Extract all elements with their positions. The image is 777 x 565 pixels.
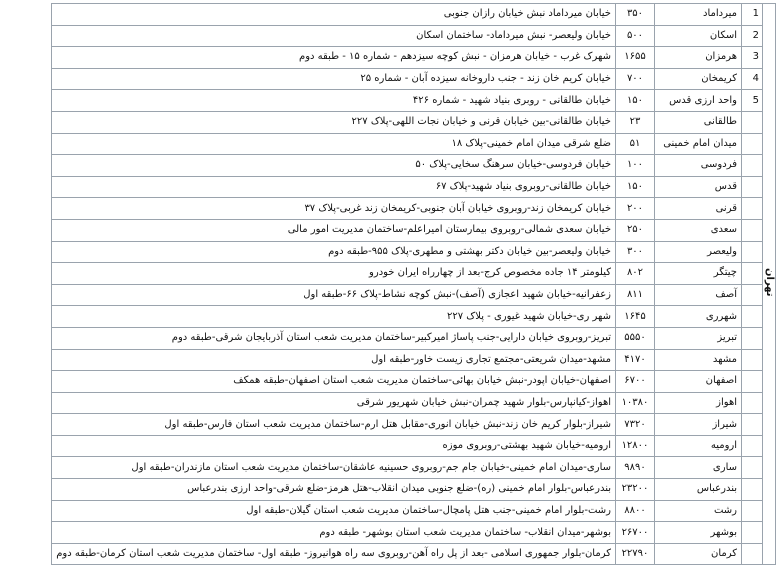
city-cell[interactable]: [763, 4, 776, 565]
address-cell[interactable]: مشهد-میدان شریعتی-مجتمع تجاری زیست خاور-طبقه اول: [52, 349, 616, 371]
branch-code-cell[interactable]: ۱۵۰: [616, 90, 655, 112]
row-number-cell[interactable]: [742, 219, 763, 241]
address-cell[interactable]: خیابان کریمخان زند-روبروی خیابان آبان جنوبی-کریمخان زند غربی-پلاک ۳۷: [52, 198, 616, 220]
branch-code-cell[interactable]: ۵۵۵۰: [616, 327, 655, 349]
branch-name-cell[interactable]: اسکان: [655, 25, 742, 47]
table-row: [52, 522, 776, 544]
branch-name-cell[interactable]: ارومیه: [655, 435, 742, 457]
branch-code-cell[interactable]: ۷۳۲۰: [616, 414, 655, 436]
row-number-cell[interactable]: [742, 306, 763, 328]
address-cell[interactable]: بندرعباس-بلوار امام خمینی (ره)-ضلع جنوبی میدان انقلاب-هتل هرمز-ضلع شرقی-واحد ارزی بندرعباس: [52, 479, 616, 501]
table-row: [52, 155, 776, 177]
row-number-cell[interactable]: 4: [742, 68, 763, 90]
branch-code-cell[interactable]: ۱۶۵۵: [616, 47, 655, 69]
branch-code-cell[interactable]: ۱۰۰: [616, 155, 655, 177]
branch-code-cell[interactable]: ۸۰۲: [616, 263, 655, 285]
row-number-cell[interactable]: [742, 133, 763, 155]
row-number-cell[interactable]: 1: [742, 4, 763, 26]
branch-name-cell[interactable]: چیتگر: [655, 263, 742, 285]
branch-code-cell[interactable]: ۲۳: [616, 111, 655, 133]
branch-code-cell[interactable]: ۱۰۳۸۰: [616, 392, 655, 414]
branch-code-cell[interactable]: ۴۱۷۰: [616, 349, 655, 371]
branch-table: [51, 3, 776, 565]
row-number-cell[interactable]: [742, 327, 763, 349]
branch-code-cell[interactable]: ۵۰۰: [616, 25, 655, 47]
table-row: [52, 47, 776, 69]
row-number-cell[interactable]: [742, 371, 763, 393]
table-row: [52, 176, 776, 198]
table-row: [52, 4, 776, 26]
address-cell[interactable]: خیابان فردوسی-خیابان سرهنگ سخایی-پلاک ۵۰: [52, 155, 616, 177]
table-row: [52, 414, 776, 436]
table-row: [52, 263, 776, 285]
row-number-cell[interactable]: 3: [742, 47, 763, 69]
table-row: [52, 241, 776, 263]
branch-code-cell[interactable]: ۸۸۰۰: [616, 500, 655, 522]
branch-name-cell[interactable]: قرنی: [655, 198, 742, 220]
address-cell[interactable]: بوشهر-میدان انقلاب- ساختمان مدیریت شعب استان بوشهر- طبقه دوم: [52, 522, 616, 544]
table-row: [52, 327, 776, 349]
branch-name-cell[interactable]: کرمان: [655, 543, 742, 565]
address-cell[interactable]: خیابان میرداماد نبش خیابان رازان جنوبی: [52, 4, 616, 26]
row-number-cell[interactable]: [742, 263, 763, 285]
row-number-cell[interactable]: [742, 435, 763, 457]
table-row: [52, 68, 776, 90]
branch-code-cell[interactable]: ۷۰۰: [616, 68, 655, 90]
address-cell[interactable]: ساری-میدان امام خمینی-خیابان جام جم-روبروی حسینیه عاشقان-ساختمان مدیریت شعب استان مازندران-طبقه اول: [52, 457, 616, 479]
address-cell[interactable]: شهرک غرب - خیابان هرمزان - نبش کوچه سیزدهم - شماره ۱۵ - طبقه دوم: [52, 47, 616, 69]
address-cell[interactable]: شیراز-بلوار کریم خان زند-نبش خیابان انوری-مقابل هتل ارم-ساختمان مدیریت شعب استان فارس-طبقه اول: [52, 414, 616, 436]
row-number-cell[interactable]: [742, 241, 763, 263]
row-number-cell[interactable]: 5: [742, 90, 763, 112]
branch-code-cell[interactable]: ۳۰۰: [616, 241, 655, 263]
branch-name-cell[interactable]: شهرری: [655, 306, 742, 328]
row-number-cell[interactable]: [742, 500, 763, 522]
branch-code-cell[interactable]: ۳۵۰: [616, 4, 655, 26]
address-cell[interactable]: کیلومتر ۱۴ جاده مخصوص کرج-بعد از چهارراه ایران خودرو: [52, 263, 616, 285]
branch-name-cell[interactable]: فردوسی: [655, 155, 742, 177]
branch-code-cell[interactable]: ۲۵۰: [616, 219, 655, 241]
table-row: [52, 198, 776, 220]
address-cell[interactable]: زعفرانیه-خیابان شهید اعجازی (آصف)-نبش کوچه نشاط-پلاک ۶۶-طبقه اول: [52, 284, 616, 306]
branch-code-cell[interactable]: ۲۲۷۹۰: [616, 543, 655, 565]
table-row: [52, 25, 776, 47]
branch-name-cell[interactable]: سعدی: [655, 219, 742, 241]
branch-code-cell[interactable]: ۲۶۷۰۰: [616, 522, 655, 544]
branch-code-cell[interactable]: ۸۱۱: [616, 284, 655, 306]
branch-name-cell[interactable]: آصف: [655, 284, 742, 306]
table-row: [52, 219, 776, 241]
address-cell[interactable]: خیابان طالقانی-روبروی بنیاد شهید-پلاک ۶۷: [52, 176, 616, 198]
branch-name-cell[interactable]: میدان امام خمینی: [655, 133, 742, 155]
address-cell[interactable]: شهر ری-خیابان شهید غیوری - پلاک ۲۲۷: [52, 306, 616, 328]
table-row: [52, 543, 776, 565]
row-number-cell[interactable]: [742, 349, 763, 371]
table-row: [52, 90, 776, 112]
table-row: [52, 371, 776, 393]
table-row: [52, 457, 776, 479]
branch-name-cell[interactable]: هرمزان: [655, 47, 742, 69]
address-cell[interactable]: خیابان طالقانی-بین خیابان قرنی و خیابان نجات اللهی-پلاک ۲۲۷: [52, 111, 616, 133]
branch-code-cell[interactable]: ۱۲۸۰۰: [616, 435, 655, 457]
row-number-cell[interactable]: [742, 392, 763, 414]
row-number-cell[interactable]: [742, 176, 763, 198]
row-number-cell[interactable]: [742, 414, 763, 436]
branch-code-cell[interactable]: ۲۰۰: [616, 198, 655, 220]
branch-code-cell[interactable]: ۲۳۲۰۰: [616, 479, 655, 501]
address-cell[interactable]: اصفهان-خیابان اپودر-نبش خیابان بهائی-ساختمان مدیریت شعب استان اصفهان-طبقه همکف: [52, 371, 616, 393]
row-number-cell[interactable]: [742, 155, 763, 177]
branch-code-cell[interactable]: ۶۷۰۰: [616, 371, 655, 393]
branch-name-cell[interactable]: ولیعصر: [655, 241, 742, 263]
branch-code-cell[interactable]: ۱۵۰: [616, 176, 655, 198]
branch-name-cell[interactable]: اهواز: [655, 392, 742, 414]
branch-name-cell[interactable]: تبریز: [655, 327, 742, 349]
branch-name-cell[interactable]: اصفهان: [655, 371, 742, 393]
branch-name-cell[interactable]: میرداماد: [655, 4, 742, 26]
branch-code-cell[interactable]: ۱۶۴۵: [616, 306, 655, 328]
branch-name-cell[interactable]: کریمخان: [655, 68, 742, 90]
table-row: [52, 306, 776, 328]
address-cell[interactable]: خیابان ولیعصر-بین خیابان دکتر بهشتی و مطهری-پلاک ۹۵۵-طبقه دوم: [52, 241, 616, 263]
address-cell[interactable]: تبریز-روبروی خیابان دارایی-جنب پاساژ امیرکبیر-ساختمان مدیریت شعب استان آذربایجان شرقی-طبقه دوم: [52, 327, 616, 349]
branch-code-cell[interactable]: ۹۸۹۰: [616, 457, 655, 479]
table-row: [52, 284, 776, 306]
branch-code-cell[interactable]: ۵۱: [616, 133, 655, 155]
row-number-cell[interactable]: 2: [742, 25, 763, 47]
table-row: [52, 435, 776, 457]
branch-name-cell[interactable]: رشت: [655, 500, 742, 522]
branch-name-cell[interactable]: بندرعباس: [655, 479, 742, 501]
address-cell[interactable]: خیابان کریم خان زند - جنب داروخانه سیزده آبان - شماره ۲۵: [52, 68, 616, 90]
row-number-cell[interactable]: [742, 198, 763, 220]
branch-name-cell[interactable]: بوشهر: [655, 522, 742, 544]
address-cell[interactable]: کرمان-بلوار جمهوری اسلامی -بعد از پل راه آهن-روبروی سه راه هوانیروز- طبقه اول- ساختمان مدیریت شعب استان کرمان-طبقه دوم: [52, 543, 616, 565]
address-cell[interactable]: خیابان سعدی شمالی-روبروی بیمارستان امیراعلم-ساختمان مدیریت امور مالی: [52, 219, 616, 241]
branch-name-cell[interactable]: قدس: [655, 176, 742, 198]
address-cell[interactable]: رشت-بلوار امام خمینی-جنب هتل پامچال-ساختمان مدیریت شعب استان گیلان-طبقه اول: [52, 500, 616, 522]
table-row: [52, 133, 776, 155]
branch-name-cell[interactable]: مشهد: [655, 349, 742, 371]
address-cell[interactable]: خیابان ولیعصر- نبش میرداماد- ساختمان اسکان: [52, 25, 616, 47]
branch-name-cell[interactable]: طالقانی: [655, 111, 742, 133]
row-number-cell[interactable]: [742, 111, 763, 133]
branch-name-cell[interactable]: واحد ارزی قدس: [655, 90, 742, 112]
row-number-cell[interactable]: [742, 522, 763, 544]
table-row: [52, 392, 776, 414]
city-label: تهران: [764, 267, 775, 297]
branch-name-cell[interactable]: شیراز: [655, 414, 742, 436]
address-cell[interactable]: ارومیه-خیابان شهید بهشتی-روبروی موزه: [52, 435, 616, 457]
address-cell[interactable]: خیابان طالقانی - روبری بنیاد شهید - شماره ۴۲۶: [52, 90, 616, 112]
table-row: [52, 479, 776, 501]
branch-name-cell[interactable]: ساری: [655, 457, 742, 479]
row-number-cell[interactable]: [742, 457, 763, 479]
row-number-cell[interactable]: [742, 543, 763, 565]
table-row: [52, 349, 776, 371]
row-number-cell[interactable]: [742, 284, 763, 306]
address-cell[interactable]: ضلع شرقی میدان امام خمینی-پلاک ۱۸: [52, 133, 616, 155]
table-row: [52, 111, 776, 133]
row-number-cell[interactable]: [742, 479, 763, 501]
address-cell[interactable]: اهواز-کیانپارس-بلوار شهید چمران-نبش خیابان شهریور شرقی: [52, 392, 616, 414]
table-row: [52, 500, 776, 522]
